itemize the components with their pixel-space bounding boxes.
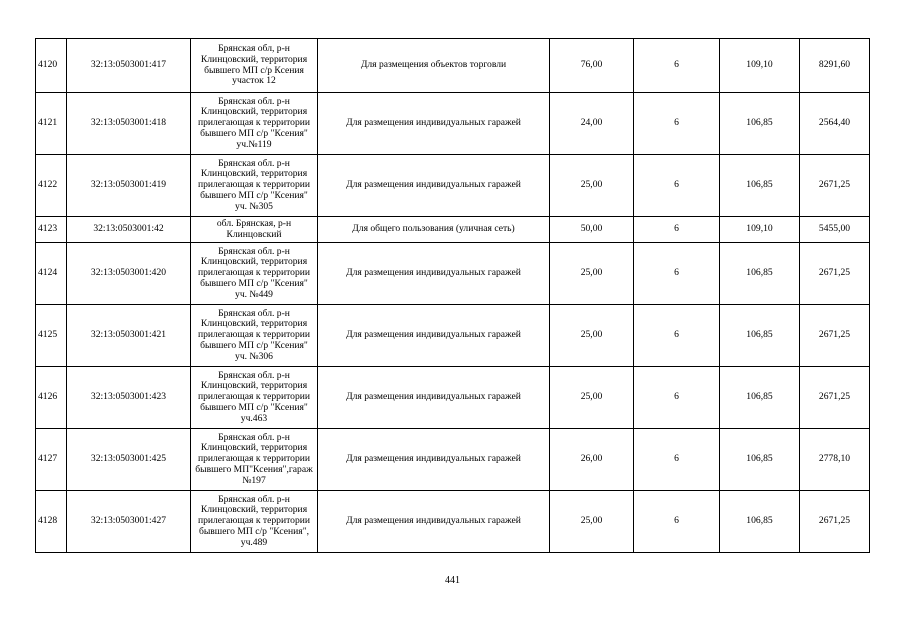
area-cell: 26,00 — [550, 429, 634, 491]
area-cell: 50,00 — [550, 217, 634, 243]
zone-cell: 6 — [634, 243, 720, 305]
purpose-cell: Для размещения индивидуальных гаражей — [318, 243, 550, 305]
cadastral-number-cell: 32:13:0503001:425 — [67, 429, 191, 491]
address-cell: Брянская обл. р-н Клинцовский, территория прилегающая к территории бывшего МП"Ксения",гараж №197 — [191, 429, 318, 491]
rate-cell: 106,85 — [720, 429, 800, 491]
address-cell: Брянская обл. р-н Клинцовский, территория прилегающая к территории бывшего МП с/р "Ксения" уч.463 — [191, 367, 318, 429]
address-cell: обл. Брянская, р-н Клинцовский — [191, 217, 318, 243]
rate-cell: 106,85 — [720, 93, 800, 155]
rate-cell: 109,10 — [720, 217, 800, 243]
total-value-cell: 2671,25 — [800, 367, 870, 429]
table-row — [36, 367, 870, 429]
row-number-cell: 4125 — [36, 305, 67, 367]
cadastral-number-cell: 32:13:0503001:421 — [67, 305, 191, 367]
zone-cell: 6 — [634, 93, 720, 155]
area-cell: 25,00 — [550, 155, 634, 217]
address-cell: Брянская обл. р-н Клинцовский, территория прилегающая к территории бывшего МП с/р "Ксения" уч. №306 — [191, 305, 318, 367]
rate-cell: 106,85 — [720, 155, 800, 217]
total-value-cell: 5455,00 — [800, 217, 870, 243]
row-number-cell: 4122 — [36, 155, 67, 217]
cadastral-number-cell: 32:13:0503001:420 — [67, 243, 191, 305]
rate-cell: 106,85 — [720, 305, 800, 367]
cadastral-number-cell: 32:13:0503001:427 — [67, 491, 191, 553]
total-value-cell: 8291,60 — [800, 39, 870, 93]
page-number: 441 — [445, 575, 460, 586]
area-cell: 24,00 — [550, 93, 634, 155]
row-number-cell: 4120 — [36, 39, 67, 93]
rate-cell: 106,85 — [720, 367, 800, 429]
table-row — [36, 217, 870, 243]
purpose-cell: Для общего пользования (уличная сеть) — [318, 217, 550, 243]
cadastral-number-cell: 32:13:0503001:417 — [67, 39, 191, 93]
table-row — [36, 93, 870, 155]
purpose-cell: Для размещения индивидуальных гаражей — [318, 491, 550, 553]
land-plot-table — [35, 38, 870, 553]
address-cell: Брянская обл. р-н Клинцовский, территория прилегающая к территории бывшего МП с/р "Ксения" уч.№119 — [191, 93, 318, 155]
table-row — [36, 305, 870, 367]
purpose-cell: Для размещения индивидуальных гаражей — [318, 155, 550, 217]
total-value-cell: 2778,10 — [800, 429, 870, 491]
row-number-cell: 4121 — [36, 93, 67, 155]
zone-cell: 6 — [634, 429, 720, 491]
total-value-cell: 2671,25 — [800, 305, 870, 367]
row-number-cell: 4124 — [36, 243, 67, 305]
address-cell: Брянская обл. р-н Клинцовский, территория прилегающая к территории бывшего МП с/р "Ксения" уч. №305 — [191, 155, 318, 217]
rate-cell: 106,85 — [720, 491, 800, 553]
area-cell: 25,00 — [550, 367, 634, 429]
rate-cell: 109,10 — [720, 39, 800, 93]
cadastral-number-cell: 32:13:0503001:42 — [67, 217, 191, 243]
purpose-cell: Для размещения индивидуальных гаражей — [318, 367, 550, 429]
row-number-cell: 4126 — [36, 367, 67, 429]
address-cell: Брянская обл. р-н Клинцовский, территория прилегающая к территории бывшего МП с/р "Ксения", уч.489 — [191, 491, 318, 553]
total-value-cell: 2671,25 — [800, 155, 870, 217]
area-cell: 25,00 — [550, 491, 634, 553]
table-row — [36, 155, 870, 217]
cadastral-number-cell: 32:13:0503001:418 — [67, 93, 191, 155]
row-number-cell: 4127 — [36, 429, 67, 491]
table-row — [36, 491, 870, 553]
total-value-cell: 2671,25 — [800, 243, 870, 305]
area-cell: 76,00 — [550, 39, 634, 93]
row-number-cell: 4128 — [36, 491, 67, 553]
rate-cell: 106,85 — [720, 243, 800, 305]
table-body — [36, 39, 870, 553]
cadastral-number-cell: 32:13:0503001:419 — [67, 155, 191, 217]
purpose-cell: Для размещения индивидуальных гаражей — [318, 429, 550, 491]
zone-cell: 6 — [634, 155, 720, 217]
address-cell: Брянская обл. р-н Клинцовский, территория прилегающая к территории бывшего МП с/р "Ксения" уч. №449 — [191, 243, 318, 305]
area-cell: 25,00 — [550, 305, 634, 367]
purpose-cell: Для размещения индивидуальных гаражей — [318, 305, 550, 367]
area-cell: 25,00 — [550, 243, 634, 305]
purpose-cell: Для размещения индивидуальных гаражей — [318, 93, 550, 155]
table-row — [36, 243, 870, 305]
zone-cell: 6 — [634, 491, 720, 553]
zone-cell: 6 — [634, 367, 720, 429]
table-row — [36, 429, 870, 491]
zone-cell: 6 — [634, 39, 720, 93]
purpose-cell: Для размещения объектов торговли — [318, 39, 550, 93]
row-number-cell: 4123 — [36, 217, 67, 243]
cadastral-number-cell: 32:13:0503001:423 — [67, 367, 191, 429]
address-cell: Брянская обл, р-н Клинцовский, территория бывшего МП с/р Ксения участок 12 — [191, 39, 318, 93]
zone-cell: 6 — [634, 305, 720, 367]
table-row — [36, 39, 870, 93]
zone-cell: 6 — [634, 217, 720, 243]
total-value-cell: 2564,40 — [800, 93, 870, 155]
total-value-cell: 2671,25 — [800, 491, 870, 553]
